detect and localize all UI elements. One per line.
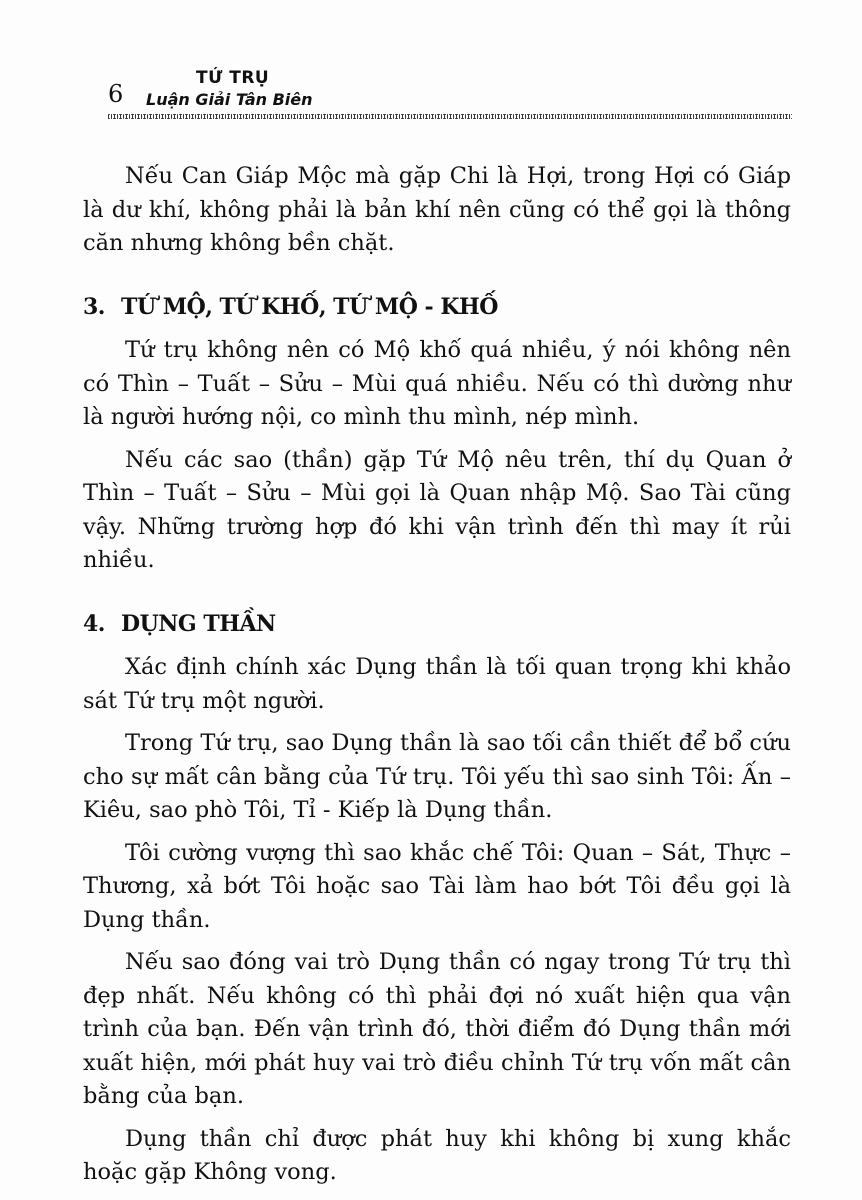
paragraph: Nếu các sao (thần) gặp Tứ Mộ nêu trên, thí dụ Quan ở Thìn – Tuất – Sửu – Mùi gọi là Quan nhập Mộ. Sao Tài cũng vậy. Những trường hợp đó khi vận trình đến thì may ít rủi nhiều. <box>83 446 791 573</box>
intro-paragraph: Nếu Can Giáp Mộc mà gặp Chi là Hợi, trong Hợi có Giáp là dư khí, không phải là bản khí nên cũng có thể gọi là thông căn nhưng không bền chặt. <box>83 163 791 256</box>
section-3 <box>83 291 791 578</box>
paragraph: Dụng thần chỉ được phát huy khi không bị xung khắc hoặc gặp Không vong. <box>83 1125 791 1185</box>
section-heading <box>83 291 791 325</box>
paragraph: Tứ trụ không nên có Mộ khố quá nhiều, ý nói không nên có Thìn – Tuất – Sửu – Mùi quá nhiều. Nếu có thì dường như là người hướng nội, co mình thu mình, nép mình. <box>83 337 791 430</box>
page-number: 6 <box>108 80 124 108</box>
header-rule <box>108 114 792 119</box>
section-title: DỤNG THẦN <box>121 610 276 637</box>
paragraph: Xác định chính xác Dụng thần là tối quan trọng khi khảo sát Tứ trụ một người. <box>83 654 791 714</box>
section-number: 3. <box>83 293 105 320</box>
book-subtitle: Luận Giải Tân Biên <box>146 90 313 109</box>
section-4 <box>83 608 791 1190</box>
section-title: TỨ MỘ, TỨ KHỐ, TỨ MỘ - KHỐ <box>121 293 498 320</box>
section-heading <box>83 608 791 642</box>
paragraph: Nếu sao đóng vai trò Dụng thần có ngay trong Tứ trụ thì đẹp nhất. Nếu không có thì phải đợi nó xuất hiện qua vận trình của bạn. Đến vận trình đó, thời điểm đó Dụng thần mới xuất hiện, mới phát huy vai trò điều chỉnh Tứ trụ vốn mất cân bằng của bạn. <box>83 949 791 1109</box>
running-header <box>108 68 792 120</box>
paragraph: Trong Tứ trụ, sao Dụng thần là sao tối cần thiết để bổ cứu cho sự mất cân bằng của Tứ trụ. Tôi yếu thì sao sinh Tôi: Ấn – Kiêu, sao phò Tôi, Tỉ - Kiếp là Dụng thần. <box>83 730 791 823</box>
book-title: TỨ TRỤ <box>196 68 270 88</box>
section-number: 4. <box>83 610 105 637</box>
page-body <box>83 160 791 1199</box>
paragraph: Tôi cường vượng thì sao khắc chế Tôi: Quan – Sát, Thực – Thương, xả bớt Tôi hoặc sao Tài làm hao bớt Tôi đều gọi là Dụng thần. <box>83 839 791 933</box>
